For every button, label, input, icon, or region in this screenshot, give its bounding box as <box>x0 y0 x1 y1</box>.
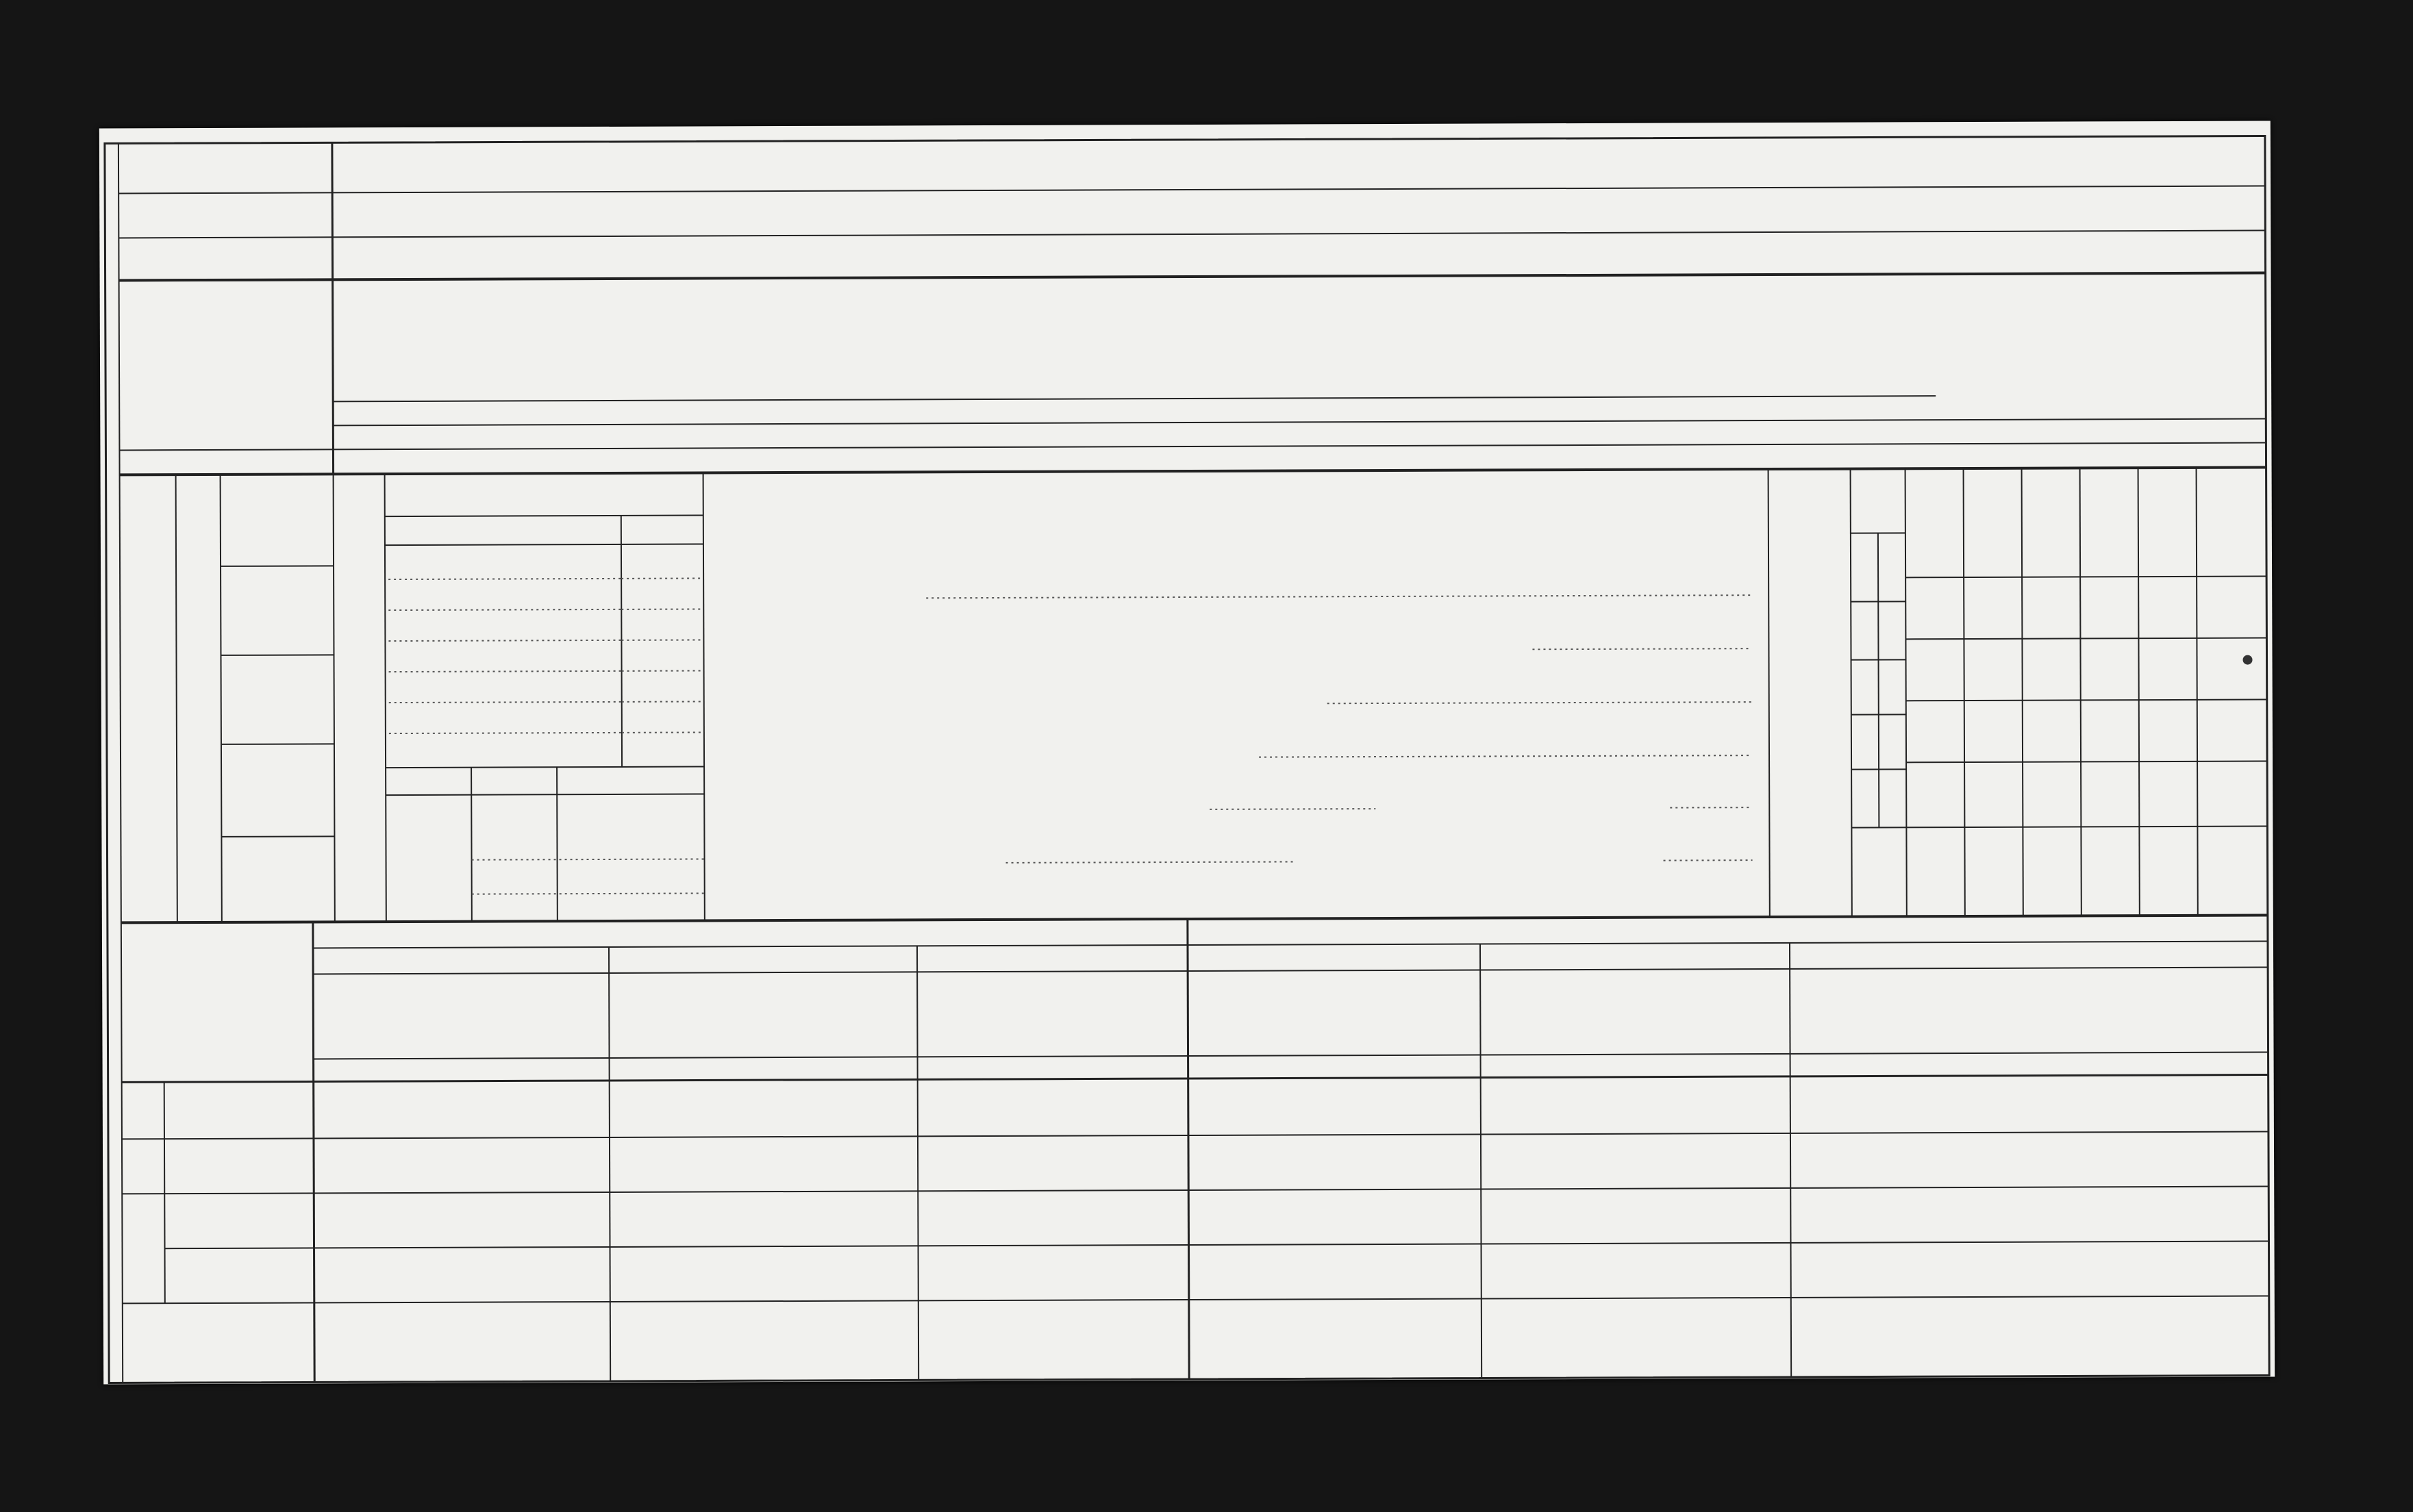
ink-mark <box>2243 655 2253 665</box>
dotted-answer-lines <box>99 121 2273 922</box>
census-card <box>99 121 2275 1384</box>
